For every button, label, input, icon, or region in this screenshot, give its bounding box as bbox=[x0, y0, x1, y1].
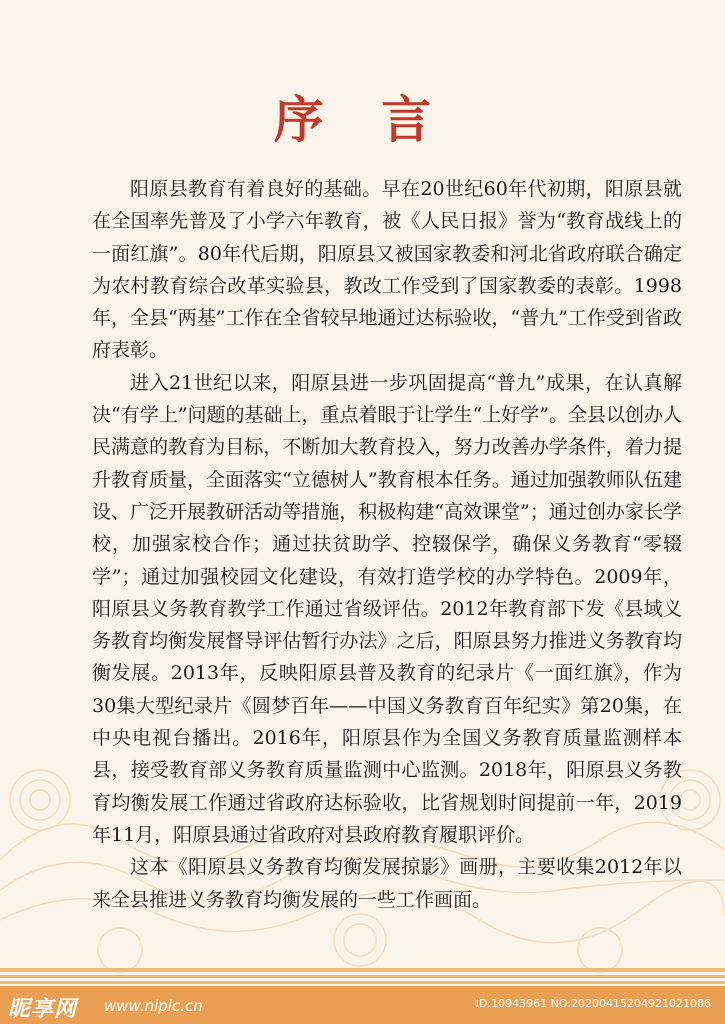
watermark-footer-bar bbox=[0, 986, 725, 1024]
site-url: www.nipic.cn bbox=[104, 997, 203, 1015]
decorative-stripes bbox=[0, 968, 725, 986]
paragraph-1: 阳原县教育有着良好的基础。早在20世纪60年代初期，阳原县就在全国率先普及了小学六年教育，被《人民日报》誉为“教育战线上的一面红旗”。80年代后期，阳原县又被国家教委和河北省政府联合确定为农村教育综合改革实验县，教改工作受到了国家教委的表彰。1998年，全县“两基”工作在全省较早地通过达标验收，“普九”工作受到省政府表彰。 bbox=[92, 178, 682, 362]
page-title: 序 言 bbox=[273, 90, 452, 149]
preface-body bbox=[92, 173, 682, 916]
paragraph-3: 这本《阳原县义务教育均衡发展掠影》画册，主要收集2012年以来全县推进义务教育均衡发展的一些工作画面。 bbox=[92, 856, 682, 911]
site-logo: 昵享网 bbox=[8, 997, 78, 1022]
image-id-label: ID:10943961 NO:20200415204921021086 bbox=[475, 997, 711, 1010]
paragraph-2: 进入21世纪以来，阳原县进一步巩固提高“普九”成果，在认真解决“有学上”问题的基础上，重点着眼于让学生“上好学”。全县以创办人民满意的教育为目标，不断加大教育投入，努力改善办学条件，着力提升教育质量，全面落实“立德树人”教育根本任务。通过加强教师队伍建设、广泛开展教研活动等措施，积极构建“高效课堂”；通过创办家长学校，加强家校合作；通过扶贫助学、控辍保学，确保义务教育“零辍学”；通过加强校园文化建设，有效打造学校的办学特色。2009年，阳原县义务教育教学工作通过省级评估。2012年教育部下发《县域义务教育均衡发展督导评估暂行办法》之后，阳原县努力推进义务教育均衡发展。2013年，反映阳原县普及教育的纪录片《一面红旗》，作为30集大型纪录片《圆梦百年——中国义务教育百年纪实》第20集，在中央电视台播出。2016年，阳原县作为全国义务教育质量监测样本县，接受教育部义务教育质量监测中心监测。2018年，阳原县义务教育均衡发展工作通过省政府达标验收，比省规划时间提前一年，2019年11月，阳原县通过省政府对县政府教育履职评价。 bbox=[92, 371, 682, 846]
